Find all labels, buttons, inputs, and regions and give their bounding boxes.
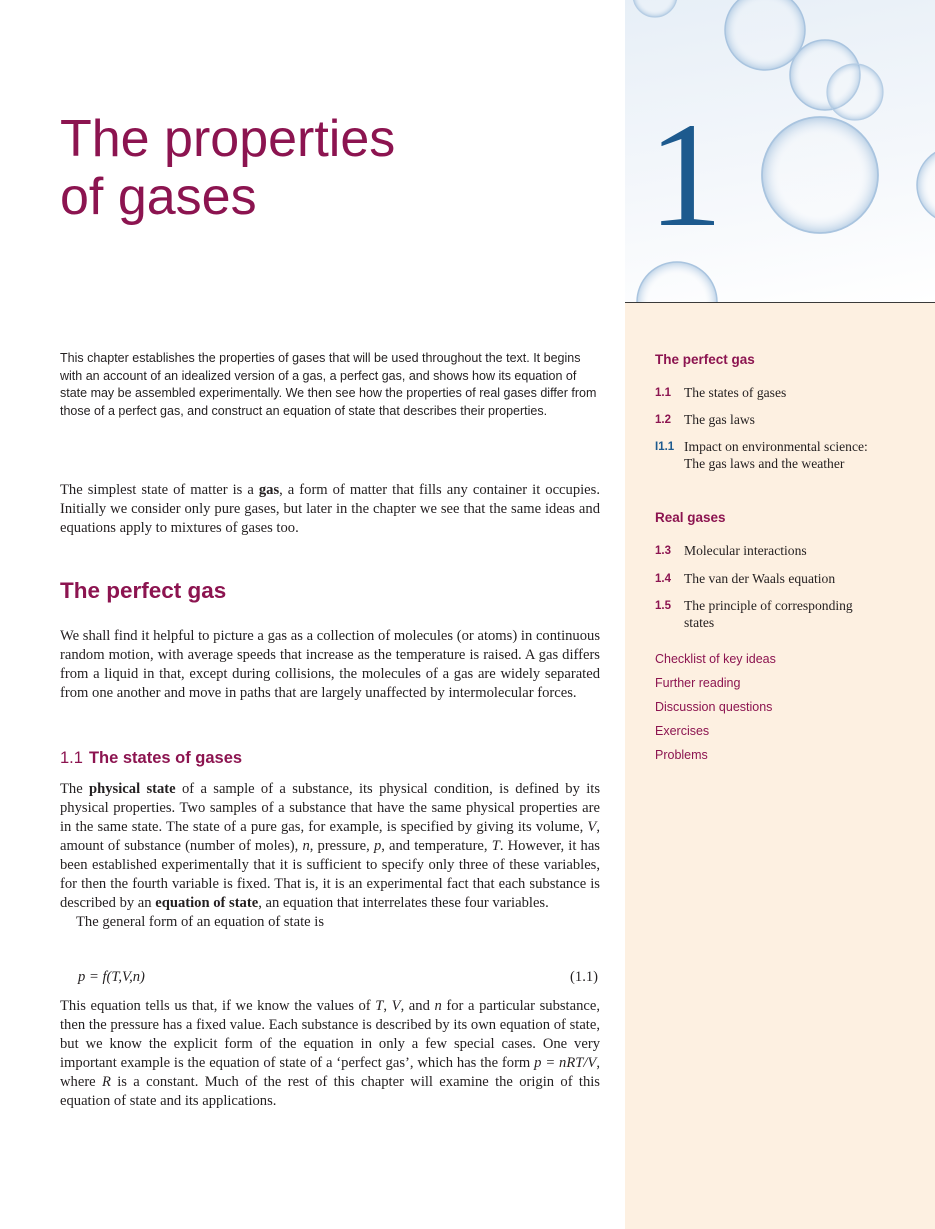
inline-equation: p = nRT/V [534, 1055, 597, 1071]
intro-paragraph [60, 481, 600, 538]
p1-text-a: The [60, 781, 90, 797]
toc-link-further-reading[interactable]: Further reading [655, 676, 741, 690]
var-T-2: T [375, 998, 384, 1014]
toc-item-label: Molecular interactions [684, 543, 807, 558]
states-paragraph-3 [60, 997, 600, 1111]
var-p: p [373, 838, 382, 854]
toc-item-1-4[interactable] [655, 570, 895, 588]
toc-item-1-2[interactable] [655, 411, 895, 429]
var-n-2: n [434, 998, 442, 1014]
p1-text-f: . However, it has been established experimentally that it is sufficient to specify only three of these variables, for then the fourth variable is fixed. That is, it is an experimental fact that each substance is described by an [60, 838, 600, 911]
p3-text-a: This equation tells us that, if we know the values of [60, 998, 376, 1014]
subsection-heading [60, 749, 242, 768]
intro-text-a: The simplest state of matter is a [60, 482, 259, 498]
p1-text-g: , an equation that interrelates these four variables. [258, 895, 549, 911]
var-V-2: V [391, 998, 401, 1014]
section-heading: The perfect gas [60, 578, 227, 603]
states-paragraph-2: The general form of an equation of state is [76, 914, 325, 930]
var-n: n [302, 838, 310, 854]
p1-text-b: of a sample of a substance, its physical condition, is defined by its physical properties. Two samples of a substance that have the same physical properties are in the same state. The state of a pure gas, for example, is specified by giving its volume, [60, 781, 601, 835]
toc-item-1-3[interactable] [655, 542, 895, 560]
equation-number: (1.1) [570, 969, 598, 985]
toc-item-number: 1.2 [655, 414, 671, 426]
subsection-title: The states of gases [88, 749, 243, 767]
toc-item-1-5[interactable] [655, 597, 885, 631]
intro-text-b: , a form of matter that fills any container it occupies. Initially we consider only pure gases, but later in the chapter we see that the same ideas and equations apply to mixtures of gases too. [60, 482, 600, 536]
chapter-title [60, 110, 395, 226]
toc-item-number: I1.1 [655, 441, 675, 453]
toc-link-checklist[interactable]: Checklist of key ideas [655, 652, 776, 666]
equation-1-1 [60, 967, 600, 987]
toc-item-i1-1[interactable] [655, 438, 870, 472]
subsection-number: 1.1 [60, 749, 83, 767]
toc-heading-real-gases[interactable]: Real gases [655, 510, 726, 525]
toc-item-label: The states of gases [684, 385, 787, 400]
p1-text-d: , pressure, [309, 838, 374, 854]
toc-item-label: The gas laws [684, 412, 755, 427]
toc-item-1-1[interactable] [655, 384, 895, 402]
toc-item-number: 1.4 [655, 573, 671, 585]
toc-item-number: 1.3 [655, 545, 671, 557]
toc-item-number: 1.1 [655, 387, 671, 399]
states-body [60, 780, 600, 932]
p1-text-e: , and temperature, [381, 838, 492, 854]
term-physical-state: physical state [89, 781, 176, 797]
p3-text-b: , [383, 998, 392, 1014]
p3-text-d: for a particular substance, then the pressure has a fixed value. Each substance is described by its own equation of state, but we know the explicit form of the equation in only a few special cases. One very important example is the equation of state of a ‘perfect gas’, which has the form [60, 998, 600, 1071]
p3-text-c: , and [400, 998, 435, 1014]
term-gas: gas [258, 482, 280, 498]
toc-item-label: The principle of corresponding states [684, 598, 853, 630]
chapter-title-line1: The properties [60, 110, 396, 168]
toc-link-exercises[interactable]: Exercises [655, 724, 710, 738]
p3-text-e: , where [60, 1055, 600, 1090]
states-paragraph-1 [60, 780, 600, 913]
term-equation-of-state: equation of state [155, 895, 259, 911]
toc-link-problems[interactable]: Problems [655, 748, 708, 762]
equation-expression: p = f(T,V,n) [78, 969, 145, 985]
toc-item-number: 1.5 [655, 600, 671, 612]
p3-text-f: is a constant. Much of the rest of this chapter will examine the origin of this equation of state and its applications. [60, 1074, 600, 1109]
var-R: R [101, 1074, 111, 1090]
section-paragraph: We shall find it helpful to picture a gas as a collection of molecules (or atoms) in continuous random motion, with average speeds that increase as the temperature is raised. A gas differs from a liquid in that, except during collisions, the molecules of a gas are widely separated from one another and move in paths that are largely unaffected by intermolecular forces. [60, 628, 600, 701]
var-T: T [491, 838, 500, 854]
var-V: V [587, 819, 597, 835]
chapter-number: 1 [648, 92, 723, 258]
toc-heading-perfect-gas[interactable]: The perfect gas [655, 352, 755, 367]
chapter-title-line2: of gases [60, 168, 257, 226]
chapter-abstract: This chapter establishes the properties of gases that will be used throughout the text. It begins with an account of an idealized version of a gas, a perfect gas, and shows how its equation of state may be assembled experimentally. We then see how the properties of real gases differ from those of a perfect gas, and construct an equation of state that describes their properties. [60, 351, 597, 418]
toc-item-label: The van der Waals equation [684, 571, 836, 586]
p1-text-c: , amount of substance (number of moles), [60, 819, 600, 854]
toc-item-label: Impact on environmental science: The gas laws and the weather [684, 439, 868, 471]
toc-link-discussion-questions[interactable]: Discussion questions [655, 700, 773, 714]
